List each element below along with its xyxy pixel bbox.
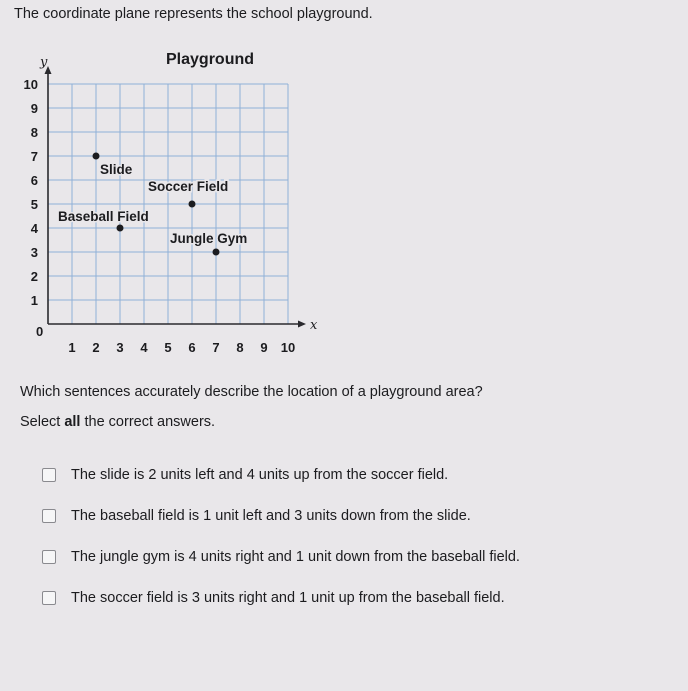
x-tick-label: 1	[68, 340, 76, 355]
instruction-suffix: the correct answers.	[80, 414, 216, 430]
data-point	[213, 249, 220, 256]
x-tick-label: 4	[140, 340, 148, 355]
x-tick-label: 7	[212, 340, 220, 355]
answer-option[interactable]	[42, 454, 520, 495]
question-text: Which sentences accurately describe the location of a playground area?	[20, 384, 483, 400]
intro-text: The coordinate plane represents the school playground.	[14, 6, 373, 22]
checkbox[interactable]	[42, 468, 56, 482]
option-label: The slide is 2 units left and 4 units up from the soccer field.	[71, 466, 449, 483]
answer-option[interactable]	[42, 577, 520, 618]
option-label: The baseball field is 1 unit left and 3 units down from the slide.	[71, 507, 471, 524]
x-tick-label: 10	[280, 340, 296, 355]
y-tick-label: 9	[30, 101, 38, 116]
x-tick-label: 5	[164, 340, 172, 355]
checkbox[interactable]	[42, 509, 56, 523]
y-tick-label: 5	[30, 197, 38, 212]
answer-option[interactable]	[42, 495, 520, 536]
instruction-prefix: Select	[20, 414, 65, 430]
data-point	[93, 153, 100, 160]
x-tick-label: 3	[116, 340, 124, 355]
point-label: Baseball Field	[58, 209, 149, 224]
origin-label: 0	[36, 324, 44, 339]
data-point	[189, 201, 196, 208]
y-tick-label: 10	[23, 77, 38, 92]
option-label: The soccer field is 3 units right and 1 unit up from the baseball field.	[71, 589, 505, 606]
checkbox[interactable]	[42, 550, 56, 564]
checkbox[interactable]	[42, 591, 56, 605]
answer-option[interactable]	[42, 536, 520, 577]
point-label: Slide	[100, 162, 133, 177]
x-tick-label: 6	[188, 340, 196, 355]
y-tick-label: 3	[30, 245, 38, 260]
y-tick-label: 6	[30, 173, 38, 188]
data-point	[117, 225, 124, 232]
y-tick-label: 8	[30, 125, 38, 140]
y-tick-label: 2	[30, 269, 38, 284]
y-tick-label: 4	[30, 221, 38, 236]
instruction-text	[20, 414, 215, 430]
y-tick-label: 1	[30, 293, 38, 308]
point-label: Soccer Field	[148, 179, 229, 194]
playground-graph	[0, 38, 340, 363]
x-axis-label: x	[310, 318, 318, 333]
y-tick-label: 7	[30, 149, 38, 164]
option-label: The jungle gym is 4 units right and 1 unit down from the baseball field.	[71, 548, 520, 565]
answer-options	[42, 454, 520, 618]
instruction-bold: all	[64, 414, 81, 430]
x-tick-label: 8	[236, 340, 244, 355]
chart-title: Playground	[166, 51, 255, 68]
x-tick-label: 2	[92, 340, 100, 355]
x-tick-label: 9	[260, 340, 268, 355]
x-axis-arrow	[298, 321, 306, 328]
y-axis-label: y	[40, 55, 48, 70]
point-label: Jungle Gym	[170, 231, 248, 246]
